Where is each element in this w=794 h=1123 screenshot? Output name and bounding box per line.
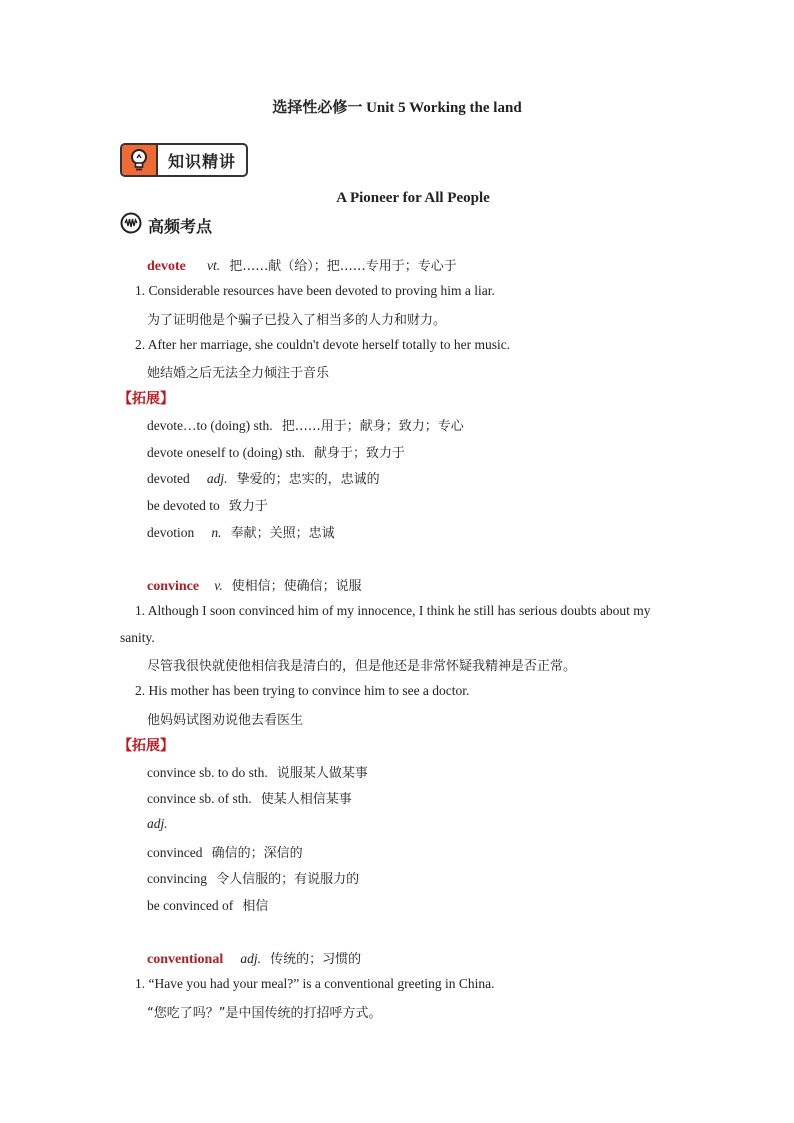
- extension-en: convince sb. to do sth.: [147, 765, 268, 780]
- soundwave-icon: [120, 212, 142, 238]
- entry-conventional-head: [147, 948, 361, 968]
- extension-cn: 献身于；致力于: [313, 446, 405, 461]
- extension-en: devote…to (doing) sth.: [147, 418, 273, 433]
- extension-item: [147, 468, 380, 487]
- extension-cn: 挚爱的；忠实的，忠诚的: [236, 472, 380, 487]
- example-cn: “您吃了吗？”是中国传统的打招呼方式。: [147, 1006, 382, 1021]
- extension-en: be convinced of: [147, 898, 234, 913]
- extension-item: [147, 895, 268, 914]
- page-title: 选择性必修一 Unit 5 Working the land: [272, 100, 522, 116]
- extension-item: [147, 495, 268, 514]
- part-of-speech: adj.: [240, 951, 261, 966]
- definition: 把……献（给）；把……专用于；专心于: [229, 259, 457, 274]
- section-heading: [120, 212, 212, 238]
- section-label: 高频考点: [148, 216, 213, 236]
- badge-label: 知识精讲: [167, 151, 236, 171]
- extension-en: devotion: [147, 525, 195, 540]
- headword: conventional: [147, 952, 224, 967]
- part-of-speech: adj.: [147, 816, 168, 831]
- definition: 传统的；习惯的: [270, 952, 362, 967]
- extension-en: devote oneself to (doing) sth.: [147, 445, 305, 460]
- extension-cn: 说服某人做某事: [276, 766, 368, 781]
- section-subtitle: A Pioneer for All People: [336, 190, 490, 206]
- extension-en: convince sb. of sth.: [147, 791, 252, 806]
- extension-item: [147, 762, 368, 781]
- example-cn: 为了证明他是个骗子已投入了相当多的人力和财力。: [147, 313, 447, 328]
- example-en: 2. His mother has been trying to convince him to see a doctor.: [135, 683, 470, 698]
- headword: devote: [147, 259, 186, 274]
- extension-item: [147, 522, 335, 541]
- example-en-continued: sanity.: [120, 630, 155, 645]
- part-of-speech: v.: [214, 578, 223, 593]
- extension-en: convincing: [147, 871, 207, 886]
- example-en: 1. “Have you had your meal?” is a conventional greeting in China.: [135, 976, 495, 991]
- extension-item: [147, 788, 352, 807]
- extension-cn: 把……用于；献身；致力；专心: [281, 419, 464, 434]
- lightbulb-icon: [122, 145, 158, 175]
- definition: 使相信；使确信；说服: [231, 579, 362, 594]
- extension-cn: 相信: [242, 899, 269, 914]
- part-of-speech: vt.: [206, 258, 221, 273]
- extension-cn: 致力于: [228, 499, 268, 514]
- extension-cn: 令人信服的；有说服力的: [216, 872, 360, 887]
- extension-item: [147, 442, 405, 461]
- extension-item: [147, 868, 359, 887]
- extension-item: [147, 842, 303, 861]
- extension-en: be devoted to: [147, 498, 220, 513]
- part-of-speech: n.: [211, 525, 222, 540]
- entry-convince-head: [147, 575, 362, 595]
- extension-en: devoted: [147, 471, 190, 486]
- part-of-speech: adj.: [206, 471, 228, 486]
- example-cn: 他妈妈试图劝说他去看医生: [147, 713, 304, 728]
- example-en: 1. Although I soon convinced him of my innocence, I think he still has serious doubts about my: [135, 603, 651, 618]
- entry-devote-head: [147, 255, 457, 275]
- extension-item: [147, 415, 464, 434]
- example-en: 2. After her marriage, she couldn't devote herself totally to her music.: [135, 337, 511, 352]
- example-cn: 尽管我很快就使他相信我是清白的，但是他还是非常怀疑我精神是否正常。: [147, 659, 577, 674]
- example-cn: 她结婚之后无法全力倾注于音乐: [147, 366, 330, 381]
- extension-cn: 奉献；关照；忠诚: [230, 526, 335, 541]
- extension-en: convinced: [147, 845, 203, 860]
- expand-label: 【拓展】: [118, 738, 174, 754]
- knowledge-badge: [120, 143, 248, 177]
- extension-cn: 确信的；深信的: [211, 846, 303, 861]
- example-en: 1. Considerable resources have been devoted to proving him a liar.: [135, 283, 495, 298]
- extension-cn: 使某人相信某事: [260, 792, 352, 807]
- headword: convince: [147, 579, 200, 594]
- expand-label: 【拓展】: [118, 391, 174, 407]
